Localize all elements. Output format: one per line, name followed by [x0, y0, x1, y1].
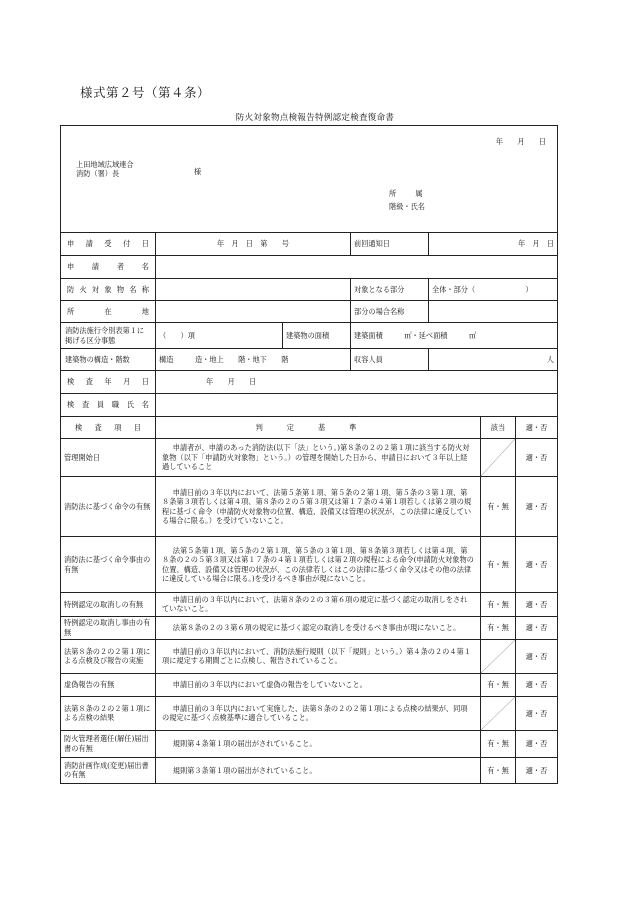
- affiliation-label: 所 属: [389, 189, 429, 198]
- part-name-label: 部分の場合名称: [351, 301, 429, 323]
- criteria-text: 申請日前の３年以内において実施した、法第８条の２の２第１項による点検の結果が、同項の規定に基づく点検基準に適合していること。: [156, 696, 481, 730]
- criteria-row: [61, 730, 558, 757]
- criteria-row: [61, 439, 558, 477]
- criteria-text: 申請日前の３年以内において、法第５条第１項、第５条の２第１項、第５条の３第１項、第８条第３項若しくは第４項、第８条の２の５第３項又は第１７条の４第１項若しくは第２項の規程に基づく命令（申請防火対象物の位置、構造、設備又は管理の状況が、この法律に違反している場合に限る。）を受けていないこと。: [156, 477, 481, 537]
- criteria-item: 特例認定の取消しの有無: [61, 593, 156, 617]
- criteria-item: 法第８条の２の２第１項による点検の結果: [61, 696, 156, 730]
- criteria-applicable[interactable]: 有・無: [481, 673, 516, 696]
- applicable-not-required: [481, 639, 516, 673]
- location-value[interactable]: [156, 301, 351, 323]
- rank-name-label: 階級・氏名: [389, 202, 425, 211]
- criteria-standard-header: 判定基準: [156, 417, 481, 439]
- criteria-item: 消防法に基づく命令の有無: [61, 477, 156, 537]
- criteria-row: [61, 537, 558, 593]
- inspection-report-table: [60, 125, 558, 784]
- inspection-date-label: 検査年月日: [61, 371, 156, 394]
- criteria-result[interactable]: 適・否: [516, 593, 558, 617]
- criteria-item: 法第８条の２の２第１項による点検及び報告の実施: [61, 639, 156, 673]
- applicable-not-required: [481, 696, 516, 730]
- inspector-row: [61, 394, 558, 417]
- recipient-line2: 消防（署）長: [76, 169, 120, 178]
- criteria-applicable[interactable]: 有・無: [481, 537, 516, 593]
- criteria-item: 消防法に基づく命令事由の有無: [61, 537, 156, 593]
- criteria-row: [61, 593, 558, 617]
- part-name-value[interactable]: [429, 301, 558, 323]
- structure-value[interactable]: 構造 造・地上 階・地下 階: [156, 349, 351, 371]
- criteria-row: [61, 477, 558, 537]
- property-name-label: 防火対象物名称: [61, 279, 156, 301]
- criteria-result[interactable]: 適・否: [516, 439, 558, 477]
- building-area-value[interactable]: 建築面積 ㎡・延べ面積 ㎡: [351, 323, 558, 349]
- criteria-item: 特例認定の取消し事由の有無: [61, 616, 156, 639]
- criteria-row: [61, 696, 558, 730]
- criteria-result[interactable]: 適・否: [516, 639, 558, 673]
- category-label: 消防法施行令別表第１に掲げる区分事態: [61, 323, 156, 349]
- location-label: 所在地: [61, 301, 156, 323]
- criteria-result-header: 適・否: [516, 417, 558, 439]
- category-row: [61, 323, 558, 349]
- criteria-item: 管理開始日: [61, 439, 156, 477]
- form-title: 防火対象物点検報告特例認定検査復命書: [235, 113, 395, 123]
- structure-label: 建築物の構造・階数: [61, 349, 156, 371]
- criteria-text: 申請者が、申請のあった消防法(以下「法」という。)第８条の２の２第１項に該当する防火対象物（以下「申請防火対象物」という。）の管理を開始した日から、申請日において３年以上経過していること: [156, 439, 481, 477]
- applicant-value[interactable]: [156, 256, 558, 279]
- criteria-text: 規則第３条第１項の届出がされていること。: [156, 757, 481, 783]
- target-part-value[interactable]: 全体・部分（ ）: [429, 279, 558, 301]
- criteria-item: 消防計画作成(変更)届出書の有無: [61, 757, 156, 783]
- recipient-line1: 上田地域広域連合: [76, 160, 134, 169]
- property-name-value[interactable]: [156, 279, 351, 301]
- capacity-unit[interactable]: 人: [429, 349, 558, 371]
- criteria-result[interactable]: 適・否: [516, 673, 558, 696]
- building-area-label: 建築物の面積: [283, 323, 351, 349]
- criteria-header-row: [61, 417, 558, 439]
- criteria-row: [61, 757, 558, 783]
- structure-row: [61, 349, 558, 371]
- criteria-item: 防火管理者選任(解任)届出書の有無: [61, 730, 156, 757]
- criteria-applicable-header: 該当: [481, 417, 516, 439]
- criteria-result[interactable]: 適・否: [516, 537, 558, 593]
- location-row: [61, 301, 558, 323]
- report-date: 年 月 日: [495, 137, 546, 146]
- criteria-text: 申請日前の３年以内において、消防法施行規則（以下「規則」という。）第４条の２の４第１項に規定する期間ごとに点検し、報告されていること。: [156, 639, 481, 673]
- criteria-row: [61, 616, 558, 639]
- criteria-applicable[interactable]: 有・無: [481, 757, 516, 783]
- header-row: [61, 126, 558, 233]
- criteria-result[interactable]: 適・否: [516, 696, 558, 730]
- criteria-text: 法第５条第１項、第５条の２第１項、第５条の３第１項、第８条第３項若しくは第４項、第８条の２の５第３項又は第１７条の４第１項若しくは第２項の規程による命令(申請防火対象物の位置、構造、設備又は管理の状況が、この法律若しくはこの法律に基づく命令又はその他の法律に違反している場合に限る。)を受けるべき事由が現にないこと。: [156, 537, 481, 593]
- criteria-row: [61, 639, 558, 673]
- applicant-label: 申請者名: [61, 256, 156, 279]
- application-date-row: [61, 233, 558, 256]
- criteria-applicable[interactable]: 有・無: [481, 477, 516, 537]
- recipient-honorific: 様: [194, 167, 202, 176]
- previous-notice-value[interactable]: 年 月 日: [429, 233, 558, 256]
- capacity-label: 収容人員: [351, 349, 429, 371]
- inspector-label: 検査員職氏名: [61, 394, 156, 417]
- form-number: 様式第２号（第４条）: [80, 85, 211, 100]
- criteria-result[interactable]: 適・否: [516, 757, 558, 783]
- category-value[interactable]: （ ）項: [156, 323, 283, 349]
- criteria-item: 虚偽報告の有無: [61, 673, 156, 696]
- inspection-date-row: [61, 371, 558, 394]
- criteria-text: 申請日前の３年以内において虚偽の報告をしていないこと。: [156, 673, 481, 696]
- criteria-result[interactable]: 適・否: [516, 730, 558, 757]
- inspection-date-value[interactable]: 年 月 日: [156, 371, 558, 394]
- property-name-row: [61, 279, 558, 301]
- applicant-row: [61, 256, 558, 279]
- applicable-not-required: [481, 439, 516, 477]
- criteria-item-header: 検査項目: [61, 417, 156, 439]
- criteria-applicable[interactable]: 有・無: [481, 730, 516, 757]
- criteria-text: 申請日前の３年以内において、法第８条の２の３第６項の規定に基づく認定の取消しをされていないこと。: [156, 593, 481, 617]
- target-part-label: 対象となる部分: [351, 279, 429, 301]
- application-date-label: 申請受付日: [61, 233, 156, 256]
- criteria-result[interactable]: 適・否: [516, 477, 558, 537]
- criteria-row: [61, 673, 558, 696]
- inspector-value[interactable]: [156, 394, 558, 417]
- criteria-applicable[interactable]: 有・無: [481, 616, 516, 639]
- previous-notice-label: 前回通知日: [351, 233, 429, 256]
- criteria-applicable[interactable]: 有・無: [481, 593, 516, 617]
- criteria-text: 規則第４条第１項の届出がされていること。: [156, 730, 481, 757]
- criteria-text: 法第８条の２の３第６項の規定に基づく認定の取消しを受けるべき事由が現にないこと。: [156, 616, 481, 639]
- criteria-result[interactable]: 適・否: [516, 616, 558, 639]
- application-date-value[interactable]: 年 月 日 第 号: [156, 233, 351, 256]
